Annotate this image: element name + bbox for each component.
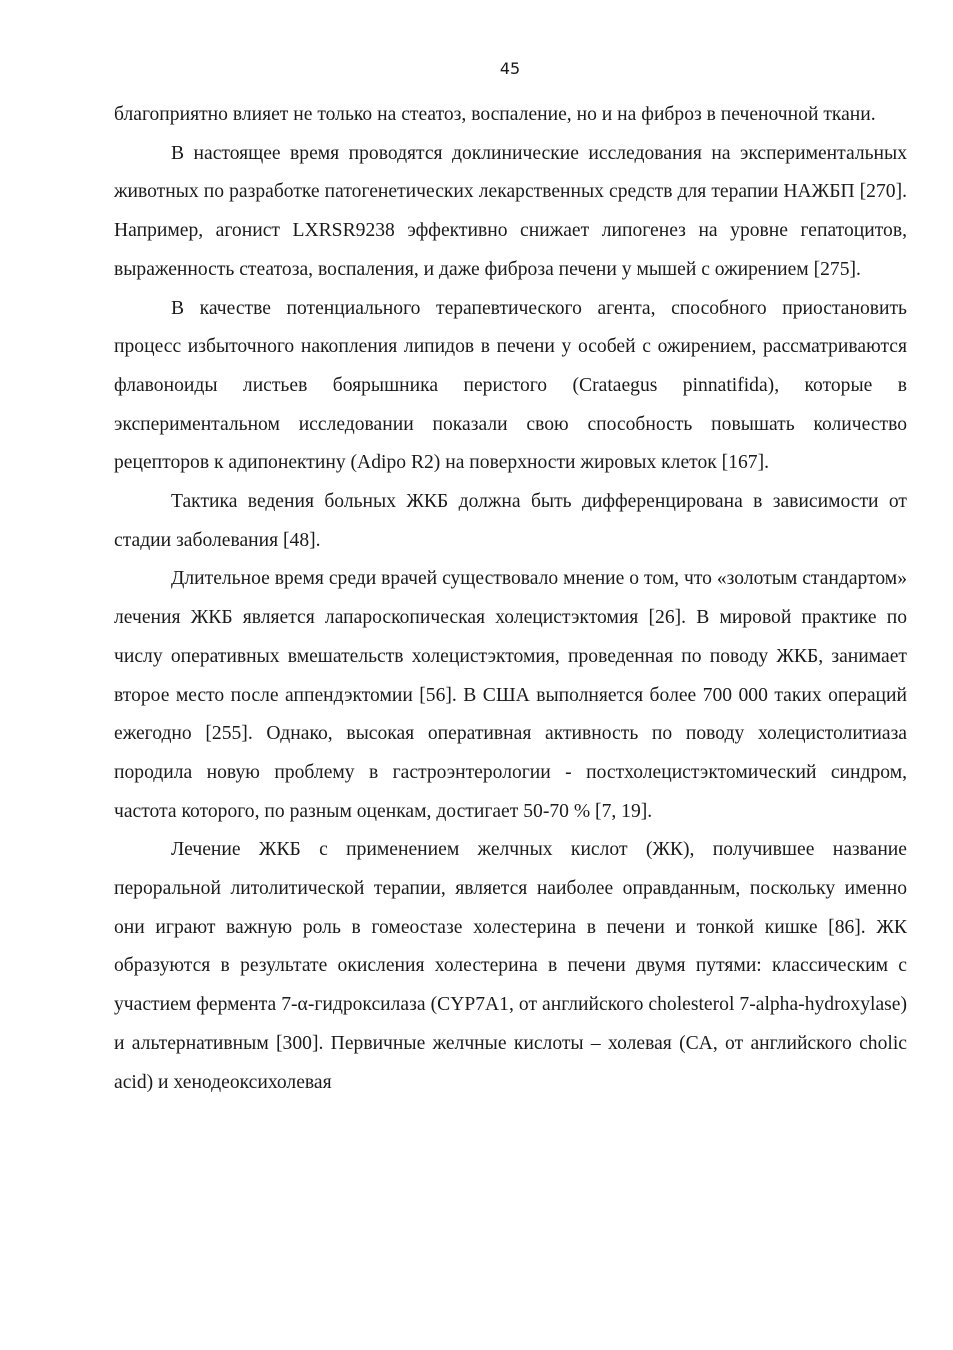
paragraph-continuation: благоприятно влияет не только на стеатоз, воспаление, но и на фиброз в печеночной ткани. — [114, 104, 876, 125]
paragraph-cholecystectomy: Длительное время среди врачей существовало мнение о том, что «золотым стандартом» лечения ЖКБ является лапароскопическая холецистэктомия [26]. В мировой практике по числу оперативных вмешательств холецистэктомия, проведенная по поводу ЖКБ, занимает второе место после аппендэктомии [56]. В США выполняется более 700 000 таких операций ежегодно [255]. Однако, высокая оперативная активность по поводу холецистолитиаза породила новую проблему в гастроэнтерологии - постхолецистэктомический синдром, частота которого, по разным оценкам, достигает 50-70 % [7, 19]. — [114, 568, 907, 822]
paragraph-hawthorn-flavonoids: В качестве потенциального терапевтического агента, способного приостановить процесс избыточного накопления липидов в печени у особей с ожирением, рассматриваются флавоноиды листьев боярышника перистого (Crataegus pinnatifida), которые в экспериментальном исследовании показали свою способность повышать количество рецепторов к адипонектину (Adipo R2) на поверхности жировых клеток [167]. — [114, 297, 907, 474]
body-text — [114, 96, 907, 1102]
page-number: 45 — [499, 59, 521, 78]
paragraph-treatment-tactics: Тактика ведения больных ЖКБ должна быть дифференцирована в зависимости от стадии заболевания [48]. — [114, 491, 907, 551]
paragraph-preclinical-research: В настоящее время проводятся доклинические исследования на экспериментальных животных по разработке патогенетических лекарственных средств для терапии НАЖБП [270]. Например, агонист LXRSR9238 эффективно снижает липогенез на уровне гепатоцитов, выраженность стеатоза, воспаления, и даже фиброза печени у мышей с ожирением [275]. — [114, 142, 907, 280]
paragraph-bile-acid-therapy: Лечение ЖКБ с применением желчных кислот (ЖК), получившее название пероральной литолитической терапии, является наиболее оправданным, поскольку именно они играют важную роль в гомеостазе холестерина в печени и тонкой кишке [86]. ЖК образуются в результате окисления холестерина в печени двумя путями: классическим с участием фермента 7-α-гидроксилаза (CYP7A1, от английского cholesterol 7-alpha-hydroxylase) и альтернативным [300]. Первичные желчные кислоты – холевая (CA, от английского cholic acid) и хенодеоксихолевая — [114, 839, 907, 1093]
